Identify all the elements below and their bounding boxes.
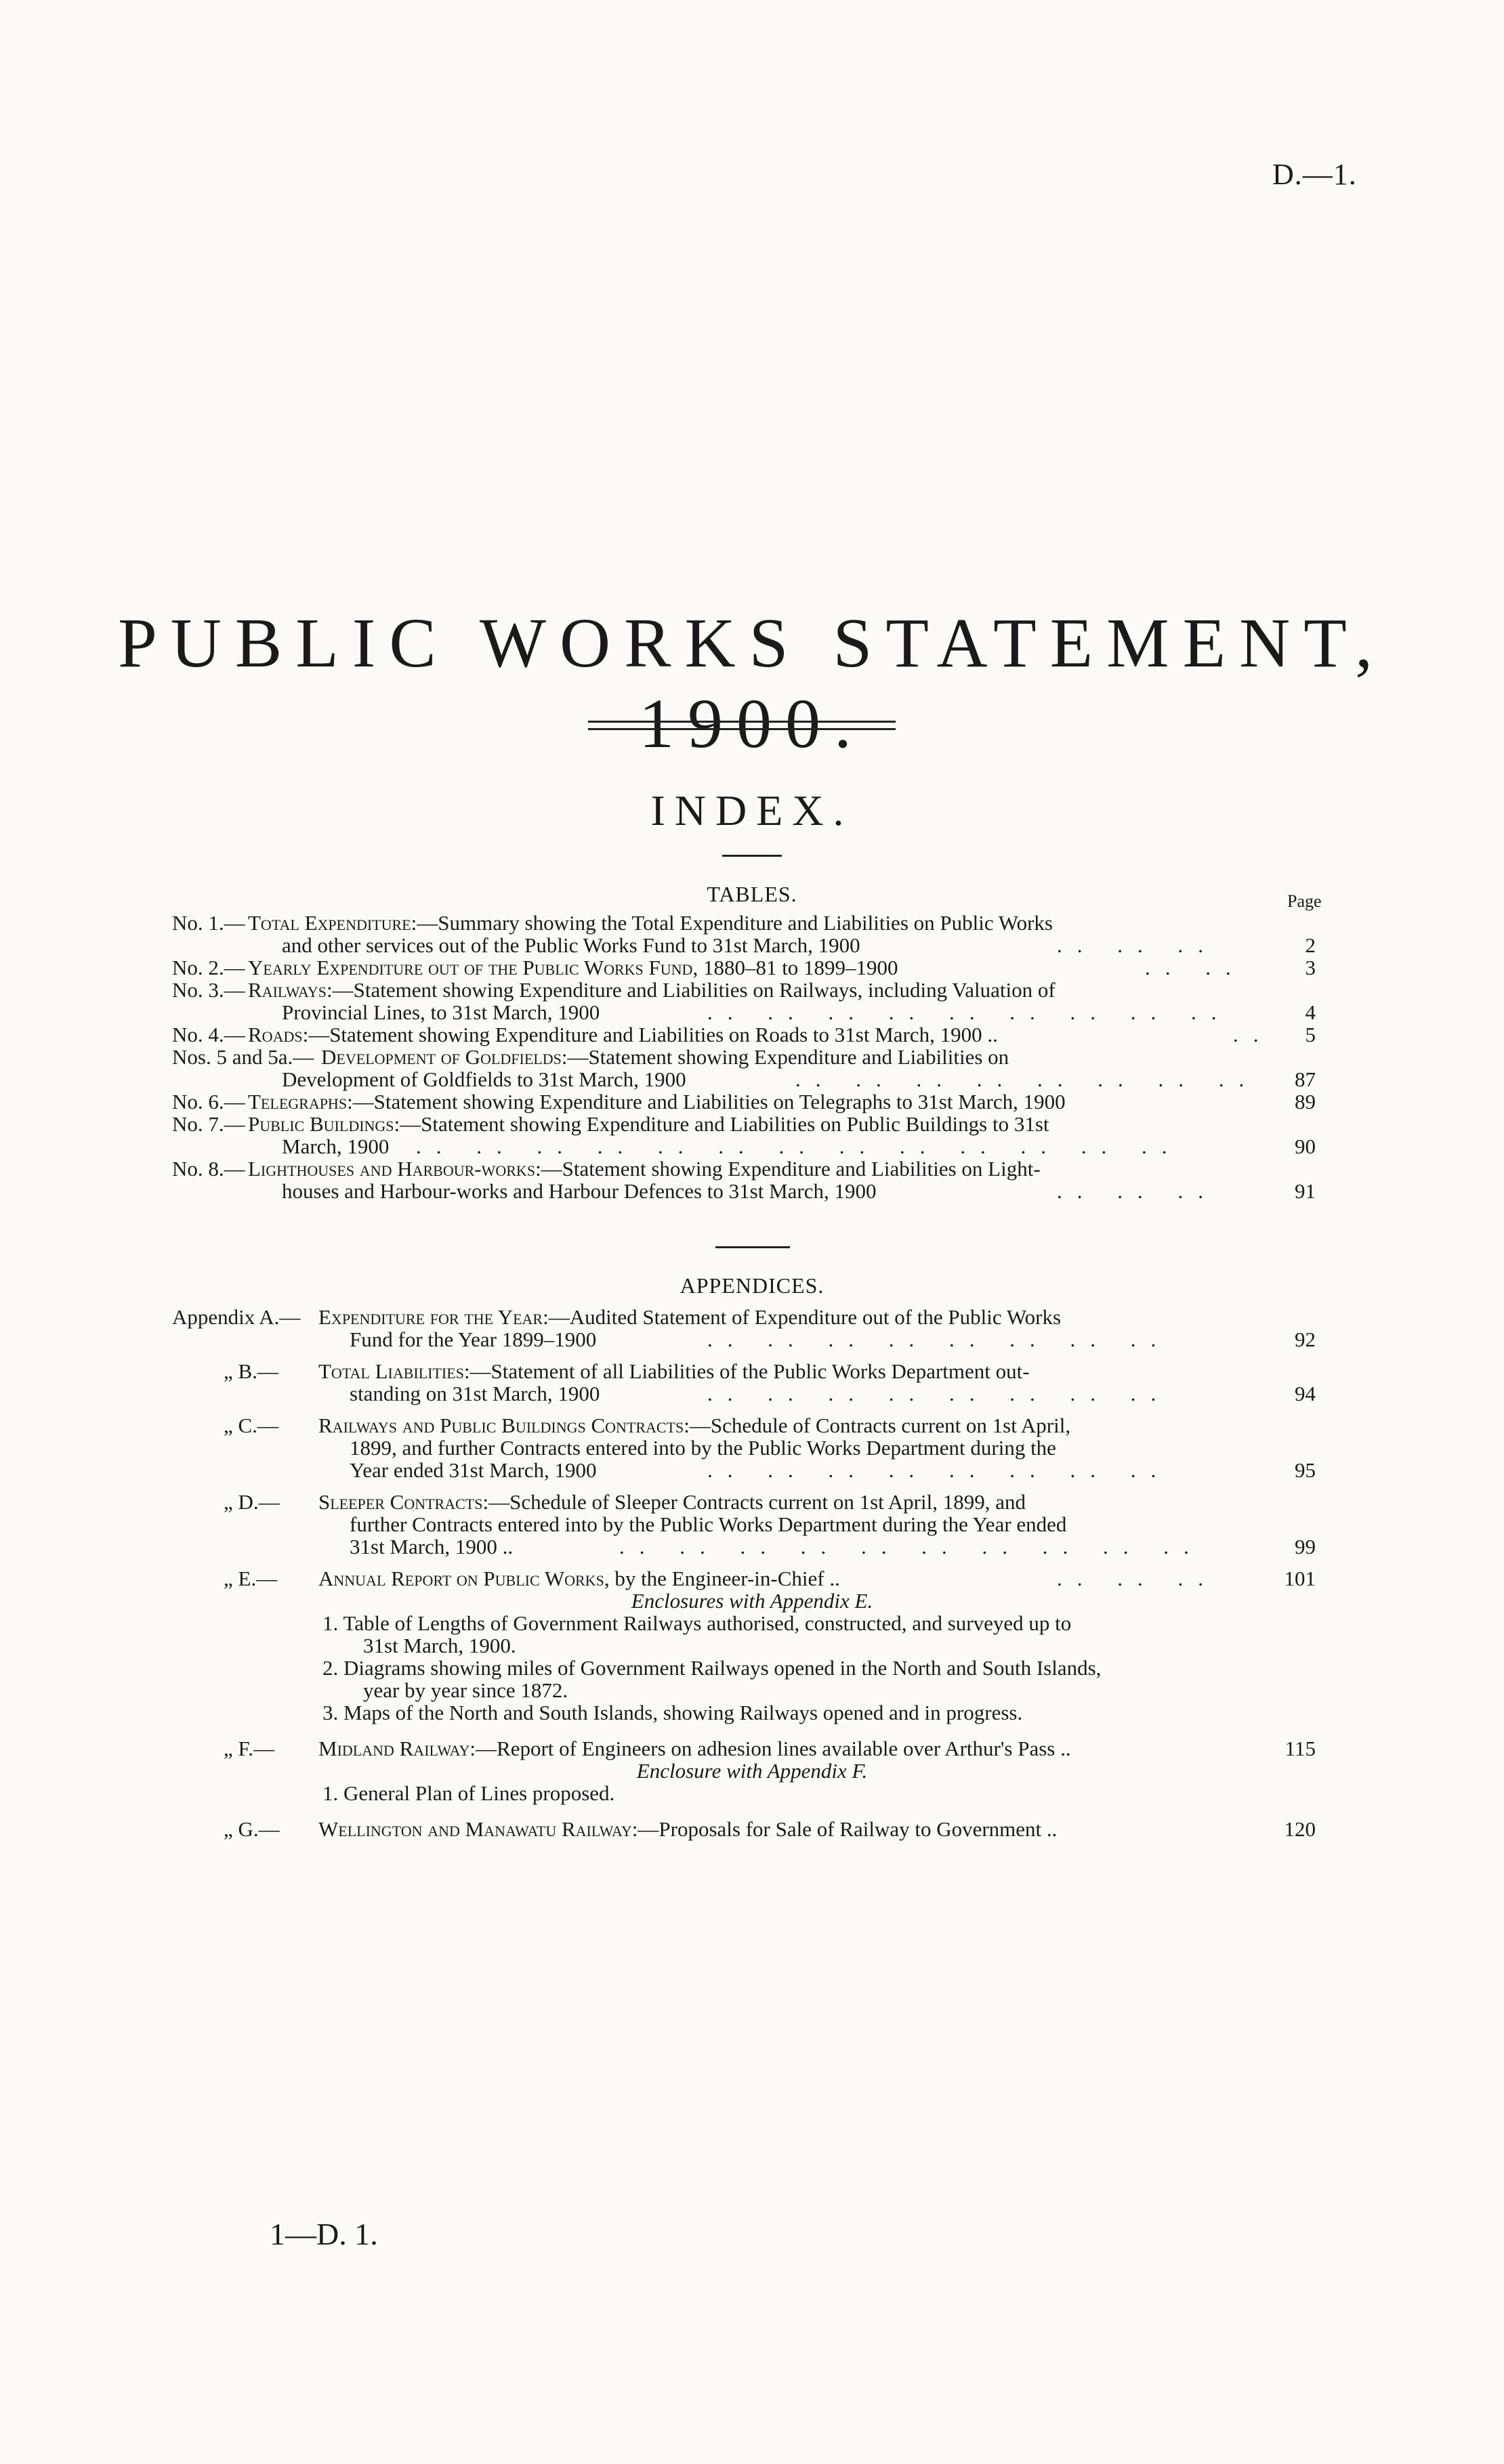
table-entry-5: Nos. 5 and 5a.— Development of Goldfields:—Statement showing Expenditure and Liabilities on Development of Goldfields to 31st March, 1900 .. .. .. .. .. .. .. .. 87 xyxy=(172,1045,1316,1091)
table-entry-6: No. 6.— Telegraphs:—Statement showing Expenditure and Liabilities on Telegraphs to 31st March, 1900 89 xyxy=(172,1090,1316,1113)
appendix-d: „ D.— Sleeper Contracts:—Schedule of Sleeper Contracts current on 1st April, 1899, and further Contracts entered into by the Public Works Department during the Year ended 31st March, 1900 .. .. .. .. .. .. .. .. .. .. .. 99 xyxy=(224,1490,1316,1558)
table-entry-1: No. 1.— Total Expenditure:—Summary showing the Total Expenditure and Liabilities on Public Works and other services out of the Public Works Fund to 31st March, 1900 .. .. .. 2 xyxy=(172,911,1316,957)
appendix-e: „ E.— Annual Report on Public Works, by the Engineer-in-Chief .. .. .. .. 101 xyxy=(224,1567,1316,1590)
index-heading: INDEX. xyxy=(650,786,854,834)
appendix-f: „ F.— Midland Railway:—Report of Engineers on adhesion lines available over Arthur's Pass .. 115 Enclosure with Appendix F. 1. General Plan of Lines proposed. xyxy=(224,1737,1316,1805)
page-column-heading: Page xyxy=(1287,891,1322,911)
appendix-b: „ B.— Total Liabilities:—Statement of all Liabilities of the Public Works Department out- standing on 31st March, 1900 .. .. .. .. .. .. .. .. 94 xyxy=(224,1359,1316,1405)
section-divider xyxy=(715,1246,790,1248)
tables-list xyxy=(0,912,1504,1202)
table-entry-2: No. 2.— Yearly Expenditure out of the Public Works Fund, 1880–81 to 1899–1900 .. .. 3 xyxy=(172,956,1316,979)
appendices-list xyxy=(0,1306,1504,1840)
tables-heading: TABLES. xyxy=(707,882,797,906)
appendices-heading: APPENDICES. xyxy=(680,1273,824,1298)
table-entry-7: No. 7.— Public Buildings:—Statement showing Expenditure and Liabilities on Public Buildings to 31st March, 1900 .. .. .. .. .. .. .. .. .. .. .. .. .. 90 xyxy=(172,1112,1316,1158)
document-title: PUBLIC WORKS STATEMENT, 1900. xyxy=(117,604,1387,763)
appendix-a: Appendix A.— Expenditure for the Year:—Audited Statement of Expenditure out of the Public Works Fund for the Year 1899–1900 .. .. .. .. .. .. .. .. 92 xyxy=(172,1305,1316,1351)
page-reference: D.—1. xyxy=(1272,158,1357,191)
table-entry-3: No. 3.— Railways:—Statement showing Expenditure and Liabilities on Railways, including Valuation of Provincial Lines, to 31st March, 1900 .. .. .. .. .. .. .. .. .. 4 xyxy=(172,978,1316,1024)
appendix-g: „ G.— Wellington and Manawatu Railway:—Proposals for Sale of Railway to Government .. 120 xyxy=(224,1817,1316,1841)
appendix-c: „ C.— Railways and Public Buildings Contracts:—Schedule of Contracts current on 1st April, 1899, and further Contracts entered into by the Public Works Department during the Year ended 31st March, 1900 .. .. .. .. .. .. .. .. 95 xyxy=(224,1414,1316,1482)
index-divider xyxy=(722,855,782,857)
table-entry-4: No. 4.— Roads:—Statement showing Expenditure and Liabilities on Roads to 31st March, 1900 .. .. 5 xyxy=(172,1023,1316,1046)
table-entry-8: No. 8.— Lighthouses and Harbour-works:—Statement showing Expenditure and Liabilities on Light- houses and Harbour-works and Harbour Defences to 31st March, 1900 .. .. .. 91 xyxy=(172,1157,1316,1203)
enclosures-e: Enclosures with Appendix E. 1. Table of Lengths of Government Railways authorised, constructed, and surveyed up to 31st March, 1900. 2. Diagrams showing miles of Government Railways opened in the North and South Islands, year by year since 1872. 3. Maps of the North and South Islands, showing Railways opened and in progress. xyxy=(322,1589,1102,1724)
footer-signature: 1—D. 1. xyxy=(270,2217,378,2251)
title-divider xyxy=(588,721,896,730)
